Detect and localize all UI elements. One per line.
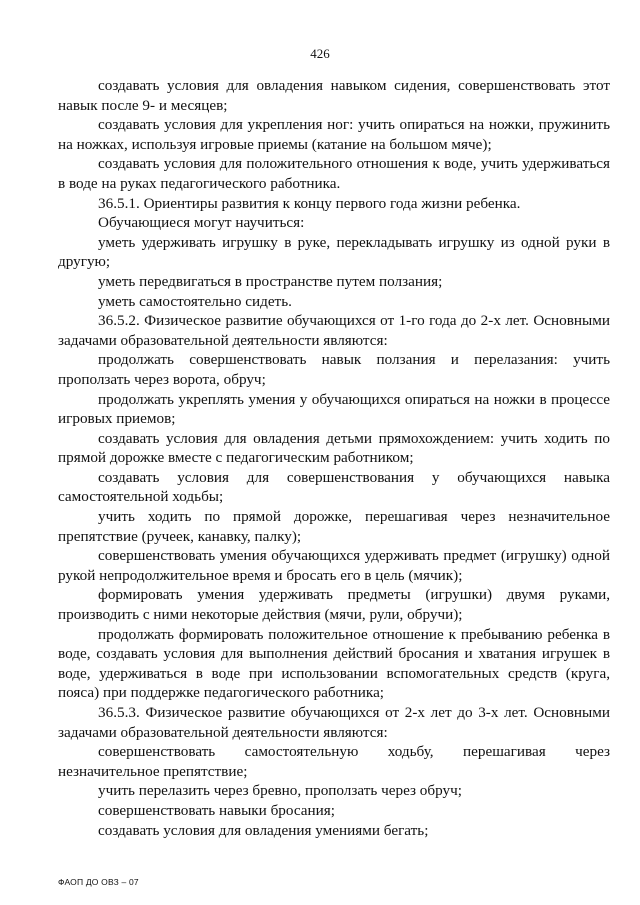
- paragraph: создавать условия для овладения детьми прямохождением: учить ходить по прямой дорожке вместе с педагогическим работником;: [58, 429, 610, 467]
- paragraph: совершенствовать навыки бросания;: [98, 801, 336, 819]
- section-heading: 36.5.2. Физическое развитие обучающихся от 1-го года до 2-х лет. Основными задачами образовательной деятельности являются:: [58, 312, 610, 349]
- paragraph: создавать условия для совершенствования у обучающихся навыка самостоятельной ходьбы;: [58, 468, 610, 506]
- paragraph: совершенствовать самостоятельную ходьбу, перешагивая через незначительное препятствие;: [58, 743, 610, 780]
- paragraph: создавать условия для укрепления ног: учить опираться на ножки, пружинить на ножках, используя игровые приемы (катание на большом мяче);: [58, 116, 610, 153]
- paragraph: продолжать формировать положительное отношение к пребыванию ребенка в воде, создавать условия для выполнения действий бросания и хватания игрушек в воде, удерживаться в воде при использовании вспомогательных средств (круга, пояса) при поддержке педагогического работника;: [58, 625, 610, 702]
- page-number: 426: [310, 46, 330, 61]
- paragraph: формировать умения удерживать предметы (игрушки) двумя руками, производить с ними некоторые действия (мячи, рули, обручи);: [58, 586, 610, 624]
- paragraph: продолжать укреплять умения у обучающихся опираться на ножки в процессе игровых приемов;: [58, 390, 610, 428]
- paragraph: создавать условия для положительного отношения к воде, учить удерживаться в воде на руках педагогического работника.: [58, 155, 610, 192]
- body-text: [58, 76, 610, 840]
- paragraph: уметь удерживать игрушку в руке, перекладывать игрушку из одной руки в другую;: [58, 233, 610, 271]
- paragraph: продолжать совершенствовать навык ползания и перелазания: учить проползать через ворота, обруч;: [58, 351, 610, 388]
- paragraph: совершенствовать умения обучающихся удерживать предмет (игрушку) одной рукой непродолжительное время и бросать его в цель (мячик);: [58, 547, 610, 584]
- paragraph: учить ходить по прямой дорожке, перешагивая через незначительное препятствие (ручеек, канавку, палку);: [58, 508, 610, 545]
- paragraph: создавать условия для овладения навыком сидения, совершенствовать этот навык после 9- и месяцев;: [58, 77, 610, 114]
- section-heading: 36.5.3. Физическое развитие обучающихся от 2-х лет до 3-х лет. Основными задачами образовательной деятельности являются:: [58, 704, 610, 741]
- paragraph: уметь передвигаться в пространстве путем ползания;: [98, 272, 443, 290]
- paragraph: Обучающиеся могут научиться:: [98, 214, 305, 232]
- paragraph: учить перелазить через бревно, проползать через обруч;: [98, 782, 462, 800]
- paragraph: создавать условия для овладения умениями бегать;: [98, 821, 429, 839]
- paragraph: уметь самостоятельно сидеть.: [98, 292, 292, 310]
- section-heading: 36.5.1. Ориентиры развития к концу первого года жизни ребенка.: [98, 194, 521, 212]
- document-footer: ФАОП ДО ОВЗ – 07: [58, 877, 139, 887]
